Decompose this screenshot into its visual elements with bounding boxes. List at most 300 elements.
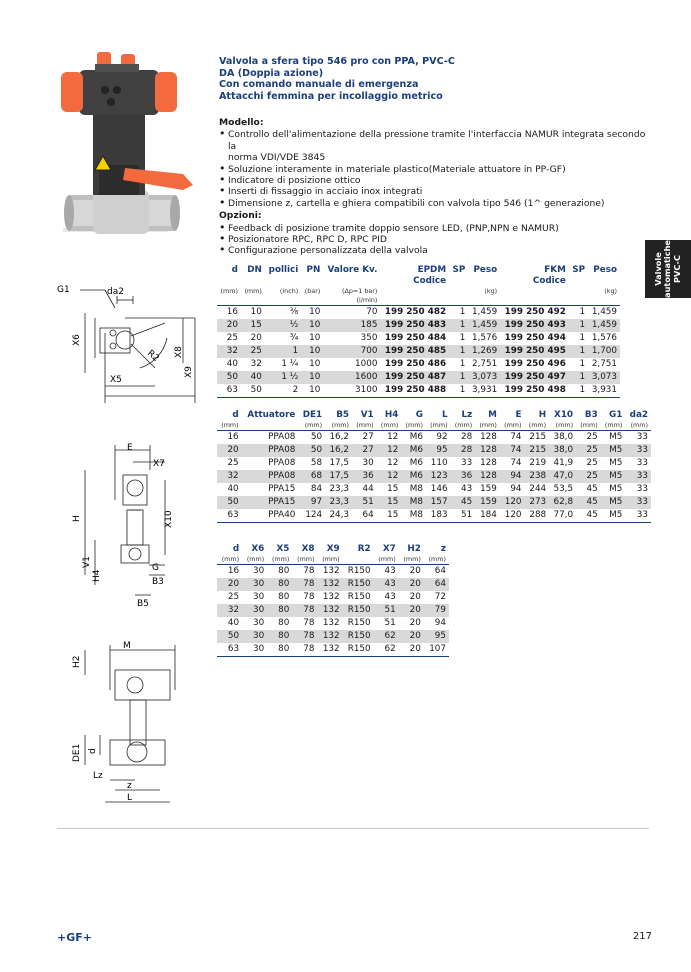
table-cell: 199 250 484: [384, 333, 447, 343]
table-cell: 1,459: [588, 319, 620, 332]
table-cell: 128: [480, 458, 497, 468]
page-number: 217: [632, 931, 652, 942]
table-cell: 1: [449, 371, 468, 384]
table-cell: R150: [347, 618, 371, 628]
option-item: • Feedback di posizione tramite doppio sensore LED, (PNP,NPN e NAMUR): [219, 223, 649, 234]
table-cell: 16,2: [325, 444, 352, 457]
table-cell: 199 250 493: [500, 319, 569, 332]
column-header: (mm): [500, 421, 525, 431]
label-z: z: [127, 781, 132, 791]
column-header: Codice: [532, 276, 566, 286]
title-line: DA (Doppia azione): [219, 67, 324, 79]
table-cell: 199 250 495: [500, 345, 569, 358]
table-cell: ¾: [289, 333, 299, 343]
table-cell: 43: [374, 578, 399, 591]
technical-drawing-front: [55, 440, 185, 610]
column-header: SP: [452, 265, 466, 275]
column-header: E: [515, 410, 522, 420]
table-cell: 64: [352, 509, 377, 523]
table-header-row: [217, 265, 620, 276]
column-header: (mm): [377, 421, 402, 431]
table-cell: 25: [241, 345, 265, 358]
model-list: [219, 129, 649, 209]
model-item: • Inserti di fissaggio in acciaio inox integrati: [219, 186, 649, 197]
product-description: [219, 117, 649, 258]
table-cell: 30: [253, 566, 265, 576]
table-cell: 30: [253, 618, 265, 628]
table-cell: 120: [500, 509, 525, 523]
column-header: X7: [382, 544, 396, 554]
table-cell: 10: [301, 319, 323, 332]
table-cell: 25: [576, 444, 601, 457]
column-header: (bar): [304, 287, 321, 295]
table-cell: 1: [579, 333, 586, 343]
model-item: • Controllo dell'alimentazione della pressione tramite l'interfaccia NAMUR integrata secondo la norma VDI/VDE 3845: [219, 129, 649, 163]
table-cell: 110: [430, 458, 448, 468]
table-cell: 40: [227, 484, 239, 494]
table-cell: 32: [217, 345, 241, 358]
table-cell: R150: [343, 604, 374, 617]
column-header: (mm): [292, 555, 317, 565]
table-cell: M8: [401, 509, 426, 523]
column-header: [217, 276, 241, 287]
table-cell: 45: [576, 509, 601, 523]
table-cell: 50: [217, 496, 242, 509]
table-cell: 199 250 494: [504, 333, 566, 343]
column-header: M: [488, 410, 497, 420]
table-cell: 15: [377, 496, 402, 509]
table-cell: 20: [409, 592, 421, 602]
table-cell: 80: [278, 566, 290, 576]
column-header: [588, 276, 620, 287]
label-e: E: [127, 443, 133, 453]
table-cell: 53,5: [553, 484, 574, 494]
table-cell: R150: [347, 592, 371, 602]
table-cell: 92: [436, 432, 448, 442]
column-header: H2: [407, 544, 421, 554]
label-g1: G1: [57, 285, 70, 295]
model-heading: Modello:: [219, 117, 264, 128]
table-cell: PPA08: [268, 432, 296, 442]
column-header: (mm): [217, 555, 242, 565]
table-cell: 185: [323, 319, 380, 332]
table-cell: 17,5: [325, 470, 352, 483]
table-cell: 183: [426, 509, 451, 523]
column-header: [468, 276, 500, 287]
table-cell: 33: [625, 496, 651, 509]
table-cell: 63: [217, 643, 242, 657]
table-cell: 15: [387, 484, 399, 494]
column-header: d: [232, 544, 240, 554]
table-cell: 3100: [323, 384, 380, 398]
column-header: (mm): [352, 421, 377, 431]
table-cell: 78: [292, 578, 317, 591]
table-cell: 199 250 492: [504, 307, 566, 317]
table-header-row: [217, 276, 620, 287]
table-cell: 25: [227, 592, 240, 602]
label-m: M: [123, 641, 131, 651]
table-cell: M6: [409, 458, 423, 468]
table-cell: 199 250 497: [500, 371, 569, 384]
column-header: [241, 296, 265, 306]
column-header: (mm): [318, 555, 343, 565]
table-cell: 132: [322, 566, 340, 576]
column-header: [569, 276, 588, 287]
gf-logo: +GF+: [57, 931, 92, 944]
table-cell: 78: [303, 618, 315, 628]
column-header: [449, 287, 468, 296]
table-row: [217, 604, 449, 617]
table-cell: 199 250 498: [500, 384, 569, 398]
dimensions-table-2: [217, 544, 449, 657]
table-cell: 30: [242, 643, 267, 657]
table-cell: 51: [374, 604, 399, 617]
table-row: [217, 457, 651, 470]
table-cell: 77,0: [549, 509, 576, 523]
table-cell: M5: [609, 432, 623, 442]
table-row: [217, 483, 651, 496]
table-cell: 25: [227, 458, 239, 468]
table-cell: 107: [424, 643, 449, 657]
table-row: [217, 617, 449, 630]
table-cell: 62: [374, 643, 399, 657]
table-cell: 20: [409, 566, 421, 576]
table-cell: 238: [525, 470, 550, 483]
label-de1: DE1: [72, 743, 82, 762]
table-cell: 1600: [323, 371, 380, 384]
table-cell: M6: [401, 444, 426, 457]
table-cell: 97: [298, 496, 325, 509]
column-header: (kg): [604, 287, 617, 295]
title-line: Con comando manuale di emergenza: [219, 79, 419, 91]
section-side-tab: [645, 240, 691, 298]
table-cell: 20: [409, 618, 421, 628]
table-cell: M5: [601, 470, 626, 483]
side-tab-line: Valvole: [652, 252, 663, 286]
table-cell: 36: [451, 470, 476, 483]
column-header: (mm): [401, 421, 426, 431]
table-cell: 132: [318, 604, 343, 617]
table-row: [217, 578, 449, 591]
table-cell: 123: [426, 470, 451, 483]
table-cell: 70: [366, 307, 378, 317]
table-cell: 33: [636, 432, 648, 442]
table-cell: 58: [310, 458, 323, 468]
table-cell: 95: [424, 630, 449, 643]
table-cell: 47,0: [549, 470, 576, 483]
table-cell: 215: [525, 444, 550, 457]
label-x6: X6: [72, 334, 82, 346]
column-header: (mm): [242, 555, 267, 565]
table-cell: 1,576: [591, 333, 617, 343]
column-header: [500, 287, 569, 296]
table-cell: 33: [636, 484, 648, 494]
table-cell: 132: [318, 578, 343, 591]
label-b5: B5: [137, 599, 149, 609]
column-header: z: [440, 544, 446, 554]
label-b3: B3: [152, 577, 164, 587]
table-cell: 157: [426, 496, 451, 509]
column-header: (mm): [549, 421, 576, 431]
column-header: H4: [384, 410, 399, 420]
column-header: SP: [572, 265, 586, 275]
column-header: pollici: [268, 265, 299, 275]
column-header: (mm): [475, 421, 500, 431]
table-cell: 273: [525, 496, 550, 509]
table-row: [217, 319, 620, 332]
label-x9: X9: [184, 366, 194, 378]
column-header: [569, 296, 588, 306]
table-cell: 132: [322, 592, 340, 602]
table-cell: M8: [401, 496, 426, 509]
table-cell: PPA15: [242, 496, 299, 509]
table-cell: 44: [362, 484, 374, 494]
table-cell: 12: [377, 470, 402, 483]
table-cell: 20: [399, 630, 424, 643]
table-cell: 20: [217, 444, 242, 457]
column-header: [265, 276, 301, 287]
column-header: [323, 276, 380, 287]
table-cell: 120: [500, 496, 525, 509]
column-header: (mm): [374, 555, 399, 565]
label-da2: da2: [107, 287, 124, 297]
table-cell: 50: [217, 371, 241, 384]
table-cell: 16: [227, 566, 240, 576]
column-header: X8: [301, 544, 315, 554]
column-header: (mm): [424, 555, 449, 565]
table-cell: 10: [301, 384, 323, 398]
table-row: [217, 630, 449, 643]
column-header: DN: [247, 265, 262, 275]
table-cell: 1: [569, 319, 588, 332]
table-cell: M6: [401, 470, 426, 483]
table-cell: 78: [303, 592, 315, 602]
table-row: [217, 509, 651, 523]
table-row: [217, 565, 449, 579]
table-row: [217, 496, 651, 509]
table-cell: 50: [217, 630, 242, 643]
table-cell: 28: [451, 444, 476, 457]
model-item: • Indicatore di posizione ottico: [219, 175, 649, 186]
column-header: Lz: [461, 410, 473, 420]
column-header: B3: [584, 410, 598, 420]
table-cell: 40: [227, 618, 240, 628]
column-header: X6: [251, 544, 265, 554]
column-header: [380, 296, 449, 306]
label-g: G: [152, 563, 159, 573]
column-header: (mm): [325, 421, 352, 431]
table-cell: PPA08: [242, 444, 299, 457]
table-cell: 1,459: [468, 319, 500, 332]
table-cell: 132: [318, 643, 343, 657]
table-cell: 1,700: [588, 345, 620, 358]
table-cell: 159: [480, 484, 497, 494]
table-cell: 244: [529, 484, 547, 494]
column-header: [265, 296, 301, 306]
table-cell: 68: [298, 470, 325, 483]
table-cell: 1 ¼: [281, 359, 299, 369]
table-cell: 700: [323, 345, 380, 358]
table-cell: 79: [424, 604, 449, 617]
table-cell: 32: [250, 359, 262, 369]
column-header: d: [232, 410, 239, 420]
table-row: [217, 332, 620, 345]
table-cell: 1,459: [591, 307, 617, 317]
table-cell: 1: [459, 359, 466, 369]
table-cell: 132: [322, 618, 340, 628]
table-cell: 51: [451, 509, 476, 523]
table-cell: 132: [318, 630, 343, 643]
table-row: [217, 431, 651, 445]
table-cell: 33: [625, 444, 651, 457]
table-cell: 1: [459, 333, 466, 343]
table-cell: 38,0: [549, 444, 576, 457]
table-cell: 32: [217, 604, 242, 617]
table-cell: 94: [510, 484, 522, 494]
column-header: d: [231, 265, 238, 275]
column-header: Attuatore: [247, 410, 296, 420]
table-cell: 72: [434, 592, 446, 602]
option-item: • Posizionatore RPC, RPC D, RPC PID: [219, 234, 649, 245]
table-cell: 184: [475, 509, 500, 523]
column-header: R2: [357, 544, 371, 554]
product-title: [219, 56, 639, 102]
column-header: DE1: [302, 410, 323, 420]
table-cell: 10: [309, 307, 321, 317]
table-cell: 20: [250, 333, 262, 343]
table-cell: 1: [569, 371, 588, 384]
table-cell: 63: [217, 509, 242, 523]
table-cell: ⅜: [289, 307, 299, 317]
column-header: (inch): [279, 287, 299, 295]
table-cell: 45: [586, 484, 598, 494]
table-cell: 128: [475, 444, 500, 457]
table-cell: 80: [267, 578, 292, 591]
table-header-row: [217, 296, 620, 306]
table-cell: 350: [360, 333, 378, 343]
column-header: [588, 296, 620, 306]
column-header: [449, 276, 468, 287]
table-cell: 25: [586, 458, 598, 468]
table-cell: M5: [601, 509, 626, 523]
label-h4: H4: [92, 569, 102, 582]
table-row: [217, 306, 620, 320]
table-cell: 50: [298, 444, 325, 457]
table-cell: 43: [384, 566, 396, 576]
table-cell: 1,459: [471, 307, 498, 317]
table-cell: 25: [576, 470, 601, 483]
table-row: [217, 591, 449, 604]
column-header: [301, 296, 323, 306]
table-cell: 45: [451, 496, 476, 509]
table-cell: 30: [253, 592, 265, 602]
table-cell: 16,2: [329, 432, 350, 442]
table-cell: 1: [579, 359, 586, 369]
table-cell: 84: [310, 484, 323, 494]
table-cell: 94: [500, 470, 525, 483]
column-header: Codice: [413, 276, 447, 286]
table-row: [217, 358, 620, 371]
table-cell: 62,8: [549, 496, 576, 509]
table-cell: M8: [409, 484, 423, 494]
table-cell: 78: [292, 604, 317, 617]
table-cell: 33: [625, 470, 651, 483]
table-cell: 30: [362, 458, 374, 468]
table-cell: 20: [399, 578, 424, 591]
table-row: [217, 470, 651, 483]
table-cell: 74: [510, 432, 522, 442]
table-cell: 1: [569, 345, 588, 358]
table-cell: 50: [310, 432, 323, 442]
label-lz: Lz: [93, 771, 103, 781]
table-cell: 27: [362, 432, 374, 442]
column-header: [500, 296, 569, 306]
table-cell: 3,073: [588, 371, 620, 384]
column-header: H: [538, 410, 547, 420]
column-header: X5: [276, 544, 290, 554]
column-header: (l/min): [323, 296, 380, 306]
table-cell: 1,269: [468, 345, 500, 358]
table-cell: 32: [217, 470, 242, 483]
column-header: [301, 276, 323, 287]
options-list: [219, 223, 649, 257]
label-x10: X10: [164, 510, 174, 528]
table-cell: 51: [352, 496, 377, 509]
table-cell: 199 250 483: [380, 319, 449, 332]
table-cell: 25: [586, 432, 598, 442]
table-cell: 10: [301, 345, 323, 358]
label-d: d: [88, 748, 98, 754]
table-cell: 124: [298, 509, 325, 523]
table-cell: 23,3: [325, 496, 352, 509]
column-header: [241, 276, 265, 287]
table-cell: 43: [384, 592, 396, 602]
table-cell: 20: [217, 578, 242, 591]
table-cell: 25: [226, 333, 238, 343]
table-cell: 16: [226, 307, 238, 317]
column-header: Peso: [593, 265, 617, 275]
column-header: [569, 287, 588, 296]
table-cell: 63: [217, 384, 241, 398]
label-l: L: [127, 793, 133, 803]
column-header: (mm): [298, 421, 325, 431]
table-cell: 30: [242, 604, 267, 617]
table-cell: 199 250 488: [380, 384, 449, 398]
table-cell: R150: [343, 630, 374, 643]
column-header: (Δp=1 bar): [341, 287, 378, 295]
table-cell: 1 ½: [265, 371, 301, 384]
label-x5: X5: [110, 375, 122, 385]
table-row: [217, 371, 620, 384]
table-cell: 38,0: [553, 432, 574, 442]
table-cell: 215: [529, 432, 547, 442]
label-h2: H2: [72, 655, 82, 668]
table-cell: 199 250 487: [380, 371, 449, 384]
table-header-row: [217, 410, 651, 421]
title-line: Attacchi femmina per incollaggio metrico: [219, 90, 443, 102]
column-header: (mm): [217, 421, 242, 431]
table-row: [217, 384, 620, 398]
column-header: (mm): [267, 555, 292, 565]
table-cell: 1: [449, 319, 468, 332]
column-header: V1: [360, 410, 374, 420]
column-header: X10: [554, 410, 574, 420]
technical-drawing-top: [55, 278, 205, 408]
footer-divider: [57, 828, 649, 829]
label-v1: V1: [82, 556, 92, 568]
table-cell: 199 250 485: [380, 345, 449, 358]
table-cell: 1: [265, 345, 301, 358]
